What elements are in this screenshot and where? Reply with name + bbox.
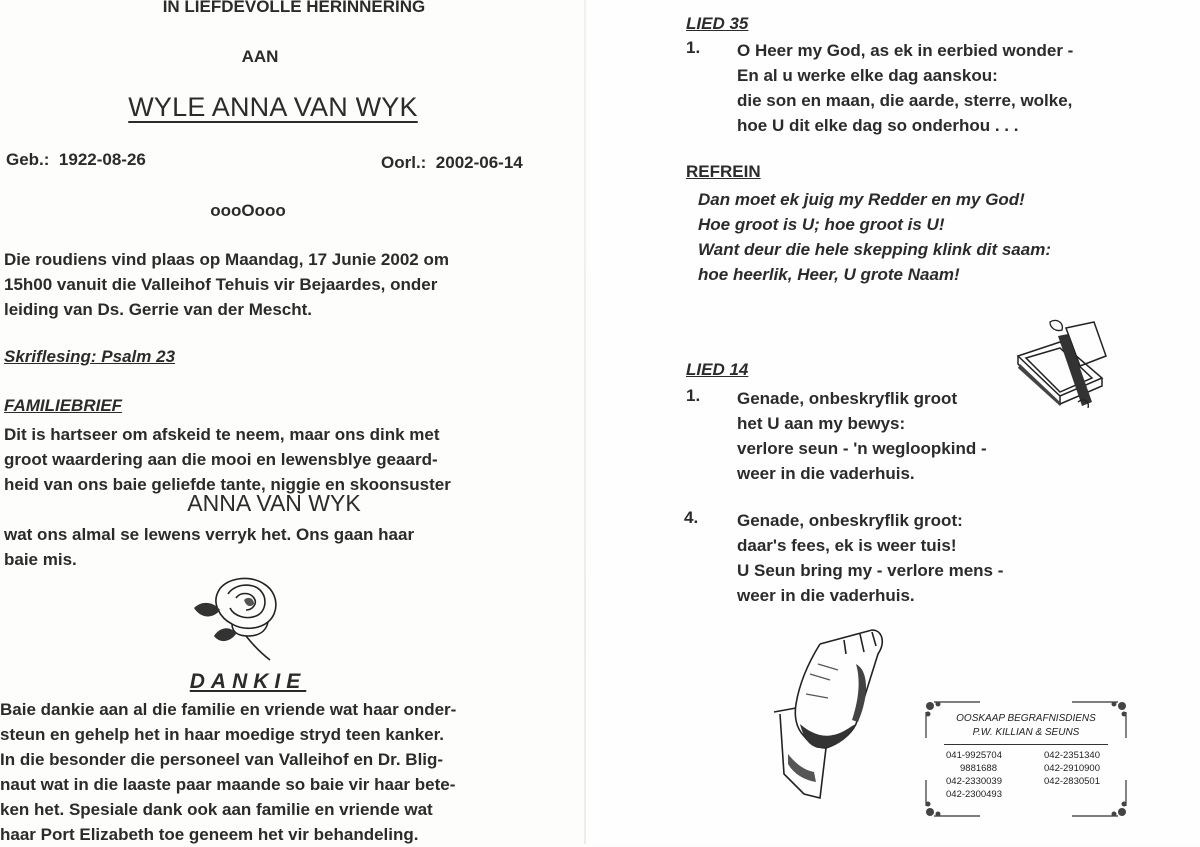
bible-icon <box>1010 316 1110 412</box>
letter-line: wat ons almal se lewens verryk het. Ons gaan haar <box>4 525 415 544</box>
letter-line: baie mis. <box>4 550 77 569</box>
thanks-line: naut wat in die laaste paar maande so baie vir haar bete- <box>0 775 456 794</box>
refrain-line: Dan moet ek juig my Redder en my God! <box>698 190 1025 209</box>
praying-hands-icon <box>760 624 890 804</box>
refrain-line: Hoe groot is U; hoe groot is U! <box>698 215 945 234</box>
hymn-14-verse-4 <box>737 508 1003 608</box>
phone: 042-2300493 <box>946 789 1002 800</box>
thanks-line: In die besonder die personeel van Valleihof en Dr. Blig- <box>0 750 444 769</box>
thanks-line: haar Port Elizabeth toe geneem het vir behandeling. <box>0 825 419 844</box>
page-fold <box>584 0 586 844</box>
thanks-heading: DANKIE <box>189 670 307 693</box>
left-page <box>0 0 588 844</box>
thanks-line: steun en gehelp het in haar moedige stryd teen kanker. <box>0 725 445 744</box>
verse-number: 1. <box>686 38 701 57</box>
phone: 041-9925704 <box>946 750 1002 761</box>
to-label: AAN <box>241 47 279 66</box>
letter-line: heid van ons baie geliefde tante, niggie en skoonsuster <box>4 475 451 494</box>
service-details <box>4 247 449 322</box>
refrain-line: hoe heerlik, Heer, U grote Naam! <box>698 265 960 284</box>
hymn-35-verse <box>737 38 1073 138</box>
verse-number: 4. <box>684 508 699 527</box>
died-row <box>381 153 523 173</box>
verse-line: daar's fees, ek is weer tuis! <box>737 536 957 555</box>
letter-line: groot waardering aan die mooi en lewensblye geaard- <box>4 450 438 469</box>
refrain-body <box>698 187 1051 287</box>
verse-line: En al u werke elke dag aanskou: <box>737 66 998 85</box>
phone: 042-2830501 <box>1044 776 1100 787</box>
letter-line: Dit is hartseer om afskeid te neem, maar ons dink met <box>4 425 440 444</box>
verse-line: het U aan my bewys: <box>737 414 906 433</box>
verse-number: 1. <box>686 386 701 405</box>
phone: 9881688 <box>960 763 997 774</box>
verse-line: die son en maan, die aarde, sterre, wolke, <box>737 91 1073 110</box>
verse-line: weer in die vaderhuis. <box>737 464 915 483</box>
service-line: Die roudiens vind plaas op Maandag, 17 Junie 2002 om <box>4 250 449 269</box>
thanks-line: Baie dankie aan al die familie en vriende wat haar onder- <box>0 700 457 719</box>
deceased-name-title: WYLE ANNA VAN WYK <box>128 92 418 122</box>
memorial-heading: IN LIEFDEVOLLE HERINNERING <box>162 0 426 16</box>
deceased-name: ANNA VAN WYK <box>187 490 361 516</box>
service-line: 15h00 vanuit die Valleihof Tehuis vir Bejaardes, onder <box>4 275 438 294</box>
phone: 042-2910900 <box>1044 763 1100 774</box>
born-label: Geb.: <box>6 150 50 169</box>
family-letter-body <box>4 422 451 497</box>
funeral-home-name <box>920 712 1132 740</box>
refrain-line: Want deur die hele skepping klink dit saam: <box>698 240 1051 259</box>
separator: oooOooo <box>210 201 286 220</box>
funeral-home-card <box>920 698 1132 820</box>
born-date: 1922-08-26 <box>58 150 146 169</box>
verse-line: O Heer my God, as ek in eerbied wonder - <box>737 41 1074 60</box>
verse-line: hoe U dit elke dag so onderhou . . . <box>737 116 1019 135</box>
died-date: 2002-06-14 <box>435 153 523 172</box>
funeral-home-subtitle: P.W. KILLIAN & SEUNS <box>972 727 1080 738</box>
hymn-14-verse-1 <box>737 386 987 486</box>
phone: 042-2330039 <box>946 776 1002 787</box>
phone: 042-2351340 <box>1044 750 1100 761</box>
verse-line: Genade, onbeskryflik groot: <box>737 511 963 530</box>
refrain-title: REFREIN <box>686 162 761 181</box>
rose-icon <box>188 570 296 662</box>
verse-line: weer in die vaderhuis. <box>737 586 915 605</box>
funeral-home-title: OOSKAAP BEGRAFNISDIENS <box>956 713 1096 724</box>
scripture-reading: Skriflesing: Psalm 23 <box>4 347 176 366</box>
verse-line: verlore seun - 'n wegloopkind - <box>737 439 987 458</box>
family-letter-heading: FAMILIEBRIEF <box>4 396 123 415</box>
born-row <box>6 150 146 170</box>
hymn-14-title: LIED 14 <box>686 360 749 379</box>
verse-line: U Seun bring my - verlore mens - <box>737 561 1004 580</box>
family-letter-closing <box>4 522 414 572</box>
divider <box>944 744 1108 745</box>
died-label: Oorl.: <box>381 153 427 172</box>
verse-line: Genade, onbeskryflik groot <box>737 389 958 408</box>
service-line: leiding van Ds. Gerrie van der Mescht. <box>4 300 312 319</box>
thanks-body <box>0 697 456 847</box>
hymn-35-title: LIED 35 <box>686 14 749 33</box>
thanks-line: ken het. Spesiale dank ook aan familie en vriende wat <box>0 800 433 819</box>
